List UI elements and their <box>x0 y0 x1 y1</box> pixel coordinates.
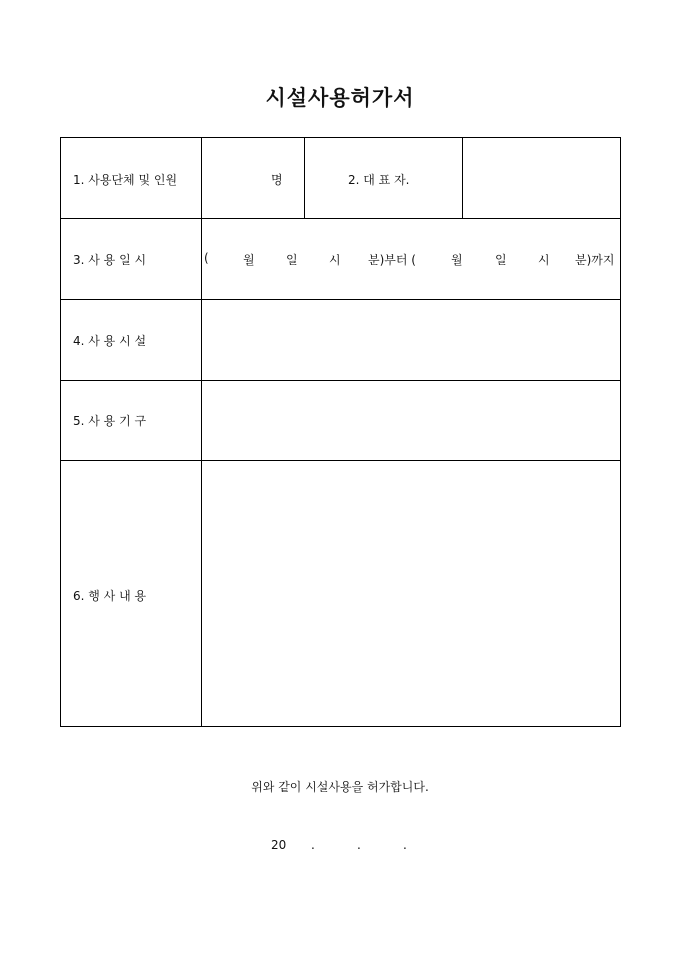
date-separator: . <box>357 838 361 852</box>
to-hour: 시 <box>538 253 550 267</box>
date-separator: . <box>311 838 315 852</box>
from-hour: 시 <box>329 253 341 267</box>
facility-label: 4. 사 용 시 설 <box>73 334 147 348</box>
representative-field[interactable] <box>463 139 620 217</box>
document-title: 시설사용허가서 <box>265 85 415 110</box>
from-month: 월 <box>243 253 255 267</box>
facility-field[interactable] <box>202 300 620 379</box>
event-content-field[interactable] <box>202 461 620 725</box>
to-month: 월 <box>451 253 463 267</box>
datetime-open-paren: ( <box>204 251 209 265</box>
date-separator: . <box>403 838 407 852</box>
usage-datetime-label: 3. 사 용 일 시 <box>73 253 147 267</box>
group-and-headcount-label: 1. 사용단체 및 인원 <box>73 173 178 187</box>
approval-statement: 위와 같이 시설사용을 허가합니다. <box>251 780 429 794</box>
from-minute: 분)부터 ( <box>368 253 416 267</box>
headcount-unit: 명 <box>271 173 283 187</box>
event-content-label: 6. 행 사 내 용 <box>73 589 147 603</box>
equipment-label: 5. 사 용 기 구 <box>73 414 147 428</box>
from-day: 일 <box>286 253 298 267</box>
permit-form-table <box>60 137 621 727</box>
equipment-field[interactable] <box>202 381 620 459</box>
to-day: 일 <box>495 253 507 267</box>
to-minute: 분)까지 <box>575 253 615 267</box>
representative-label: 2. 대 표 자. <box>348 173 410 187</box>
row-divider <box>61 218 620 219</box>
date-year-prefix: 20 <box>271 838 287 852</box>
row1-divider-a <box>304 138 305 218</box>
